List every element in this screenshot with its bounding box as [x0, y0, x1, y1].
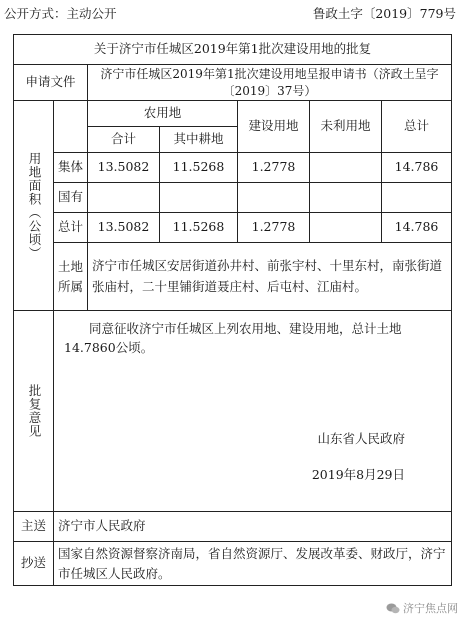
location-label: 土地所属	[57, 258, 83, 294]
cell-arable	[160, 183, 238, 213]
cell-arable: 11.5268	[160, 213, 238, 243]
issue-date: 2019年8月29日	[311, 467, 406, 482]
document-number: 鲁政土字〔2019〕779号	[312, 6, 456, 21]
cell-arable: 11.5268	[160, 153, 238, 183]
opinion-label-cell	[14, 311, 54, 512]
cell-unused	[310, 153, 382, 183]
table-row	[14, 153, 452, 183]
opinion-text: 同意征收济宁市任城区上列农用地、建设用地，总计土地14.7860公顷。	[64, 321, 402, 356]
document-title: 关于济宁市任城区2019年第1批次建设用地的批复	[14, 35, 452, 65]
main-recipient: 济宁市人民政府	[54, 512, 452, 542]
row-label: 集体	[54, 153, 88, 183]
area-label: 用地面积（公顷）	[26, 151, 42, 260]
cell-agri-total	[88, 183, 160, 213]
cell-unused	[310, 183, 382, 213]
table-row	[14, 213, 452, 243]
application-document: 济宁市任城区2019年第1批次建设用地呈报申请书（济政土呈字〔2019〕37号）	[88, 65, 452, 101]
cell-total	[382, 183, 452, 213]
cell-total: 14.786	[382, 153, 452, 183]
issuer: 山东省人民政府	[317, 431, 406, 446]
cell-construction: 1.2778	[238, 153, 310, 183]
cell-agri-total: 13.5082	[88, 213, 160, 243]
construction-header: 建设用地	[238, 101, 310, 153]
application-label: 申请文件	[14, 65, 88, 101]
row-label: 总计	[54, 213, 88, 243]
area-label-cell	[14, 101, 54, 311]
row-label-header	[54, 101, 88, 153]
wechat-icon	[386, 603, 400, 614]
location-text: 济宁市任城区安居街道孙井村、前张宇村、十里东村，南张街道张庙村，二十里铺街道聂庄村、后屯村、江庙村。	[88, 243, 452, 311]
approval-table	[13, 34, 452, 586]
disclosure-label: 公开方式：主动公开	[4, 6, 117, 21]
cell-total: 14.786	[382, 213, 452, 243]
table-row	[14, 183, 452, 213]
main-recipient-label: 主送	[14, 512, 54, 542]
location-label-cell	[54, 243, 88, 311]
cc-label: 抄送	[14, 542, 54, 586]
total-header: 总计	[382, 101, 452, 153]
cell-construction	[238, 183, 310, 213]
cell-unused	[310, 213, 382, 243]
watermark	[386, 600, 458, 616]
agri-land-header: 农用地	[88, 101, 238, 127]
opinion-cell	[54, 311, 452, 512]
agri-total-header: 合计	[88, 127, 160, 153]
opinion-label: 批复意见	[26, 384, 42, 438]
watermark-text: 济宁焦点网	[403, 602, 458, 615]
cell-agri-total: 13.5082	[88, 153, 160, 183]
row-label: 国有	[54, 183, 88, 213]
cell-construction: 1.2778	[238, 213, 310, 243]
arable-header: 其中耕地	[160, 127, 238, 153]
cc-text: 国家自然资源督察济南局，省自然资源厅、发展改革委、财政厅，济宁市任城区人民政府。	[54, 542, 452, 586]
unused-header: 未利用地	[310, 101, 382, 153]
